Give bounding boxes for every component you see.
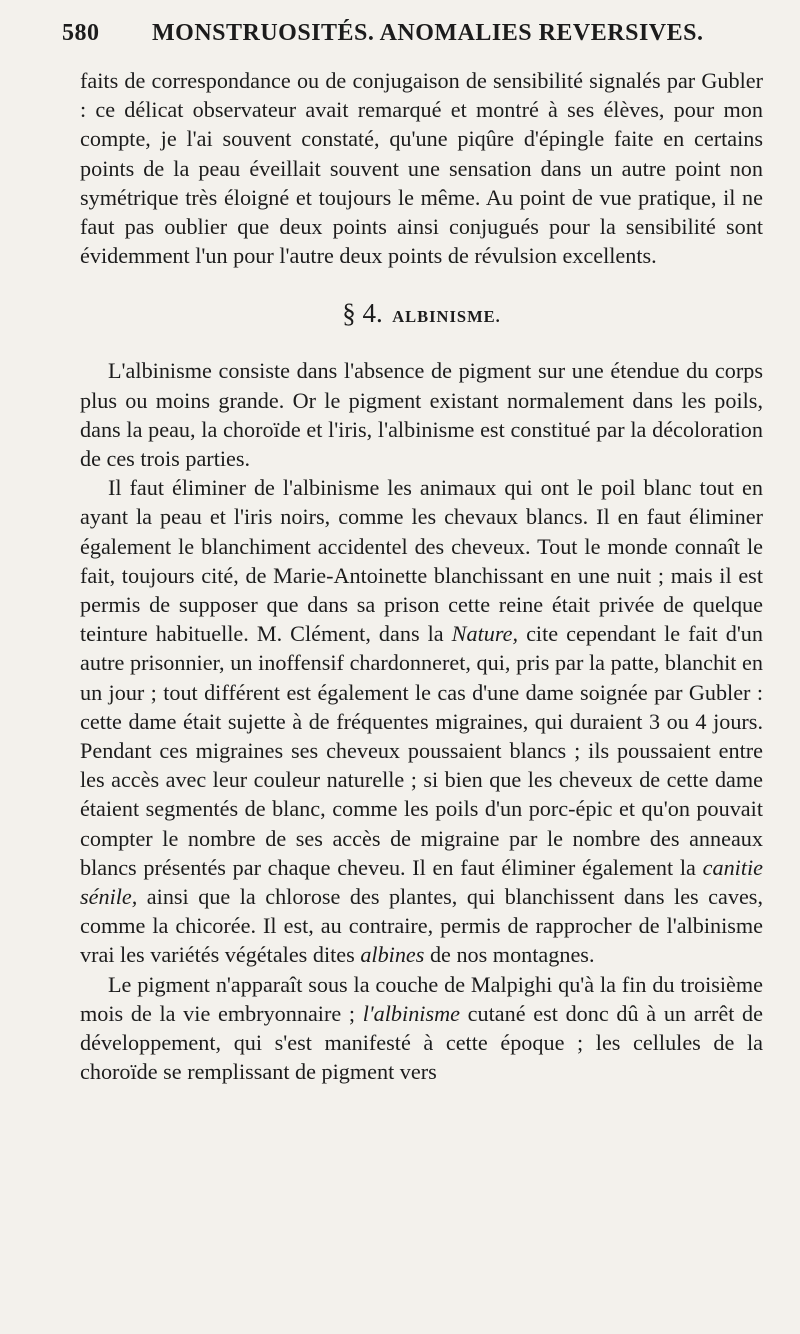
running-header: [62, 16, 752, 56]
text-span: de nos montagnes.: [424, 942, 595, 968]
body-text: [80, 66, 763, 1087]
running-title: MONSTRUOSITÉS. ANOMALIES REVERSIVES.: [152, 20, 704, 46]
italic-term: l'albinisme: [362, 1000, 460, 1026]
italic-term: albines: [360, 942, 425, 968]
text-span: ainsi que la chlorose des plantes, qui blanchissent dans les caves, comme la chicorée. Il est, au contraire, permis de rapprocher de l'albinisme vrai les variétés végétales dites: [80, 884, 763, 968]
page-number: 580: [62, 20, 100, 46]
paragraph-continued: faits de correspondance ou de conjugaison de sensibilité signalés par Gubler : ce délicat observateur avait remarqué et montré à ses élèves, pour mon compte, je l'ai souvent constaté, qu'une piqûre d'épingle faite en certains points de la peau éveillait souvent une sensation dans un autre point non symétrique très éloigné et toujours le même. Au point de vue pratique, il ne faut pas oublier que deux points ainsi conjugués pour la sensibilité sont évidemment l'un pour l'autre deux points de révulsion excellents.: [80, 68, 763, 269]
text-span: Le pigment n'apparaît sous la couche de Malpighi qu'à la fin du troisième mois de la vie embryonnaire ;: [80, 971, 763, 1026]
text-span: Il faut éliminer de l'albinisme les animaux qui ont le poil blanc tout en ayant la peau et l'iris noirs, comme les chevaux blancs. Il en faut éliminer également le blanchiment accidentel des cheveux. Tout le monde connaît le fait, toujours cité, de Marie-Antoinette blanchissant en une nuit ; mais il est permis de supposer que dans sa prison cette reine était privée de quelque teinture habituelle. M. Clément, dans la: [80, 475, 763, 647]
italic-journal-title: Nature,: [451, 621, 519, 647]
paragraph-pigment: [80, 970, 763, 1087]
paragraph-definition: L'albinisme consiste dans l'absence de pigment sur une étendue du corps plus ou moins grande. Or le pigment existant normalement dans les poils, dans la peau, la choroïde et l'iris, l'albinisme est constitué par la décoloration de ces trois parties.: [80, 358, 763, 472]
section-heading: [80, 298, 763, 332]
text-span: cutané est donc dû à un arrêt de développement, qui s'est manifesté à cette époque ; les cellules de la choroïde se remplissant de pigment vers: [80, 1000, 763, 1085]
italic-term: canitie sénile,: [80, 854, 764, 910]
section-number: § 4.: [342, 298, 383, 329]
text-span: cite cependant le fait d'un autre prisonnier, un inoffensif chardonneret, qui, pris par la patte, blanchit en un jour ; tout différent est également le cas d'une dame soignée par Gubler : cette dame était sujette à de fréquentes migraines, qui duraient 3 ou 4 jours. Pendant ces migraines ses cheveux poussaient blancs ; ils poussaient entre les accès avec leur couleur naturelle ; si bien que les cheveux de cette dame étaient segmentés de blanc, comme les poils d'un porc-épic et qu'on pouvait compter le nombre de ses accès de migraine par le nombre des anneaux blancs présentés par chaque cheveu. Il en faut éliminer également la: [80, 621, 763, 880]
section-title: ALBINISME.: [392, 307, 501, 327]
paragraph-exclusions: [80, 473, 763, 969]
